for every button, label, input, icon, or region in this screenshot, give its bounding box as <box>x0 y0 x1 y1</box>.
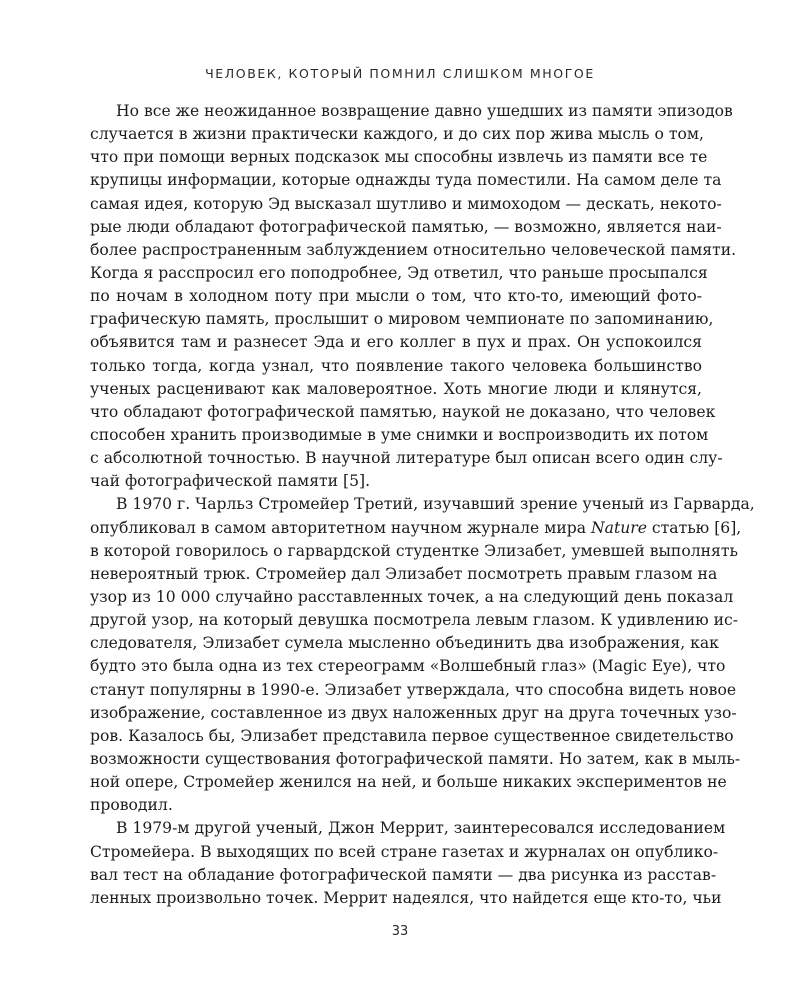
text-line: возможности существования фотографической памяти. Но затем, как в мыль- <box>90 749 741 768</box>
text-line: узор из 10 000 случайно расставленных точек, а на следующий день показал <box>90 587 734 606</box>
text-line: объявится там и разнесет Эда и его коллег в пух и прах. Он успокоился <box>90 333 702 352</box>
text-fragment: статью [6], <box>651 518 742 537</box>
text-line: графическую память, прослышит о мировом чемпионате по запоминанию, <box>90 310 714 329</box>
text-line: что при помощи верных подсказок мы способны извлечь из памяти все те <box>90 148 708 167</box>
text-line: способен хранить производимые в уме снимки и воспроизводить их потом <box>90 425 709 444</box>
text-line: более распространенным заблуждением относительно человеческой памяти. <box>90 240 737 259</box>
body-text <box>90 100 755 910</box>
text-line: ров. Казалось бы, Элизабет представила первое существенное свидетельство <box>90 726 734 745</box>
text-line: другой узор, на который девушка посмотрела левым глазом. К удивлению ис- <box>90 611 739 630</box>
text-line: по ночам в холодном поту при мысли о том, что кто-то, имеющий фото- <box>90 287 702 306</box>
text-line: В 1970 г. Чарльз Стромейер Третий, изучавший зрение ученый из Гарварда, <box>116 495 755 514</box>
journal-name: Nature <box>591 518 647 537</box>
text-line: рые люди обладают фотографической памятью, — возможно, является наи- <box>90 217 722 236</box>
text-line: будто это была одна из тех стереограмм «Волшебный глаз» (Magic Eye), что <box>90 657 726 676</box>
text-line: проводил. <box>90 796 173 815</box>
text-line: Стромейера. В выходящих по всей стране газетах и журналах он опублико- <box>90 842 719 861</box>
text-line: Но все же неожиданное возвращение давно ушедших из памяти эпизодов <box>116 102 733 120</box>
running-header: ЧЕЛОВЕК, КОТОРЫЙ ПОМНИЛ СЛИШКОМ МНОГОЕ <box>205 66 595 81</box>
page-number: 33 <box>391 924 409 939</box>
text-line: изображение, составленное из двух наложенных друг на друга точечных узо- <box>90 703 737 722</box>
text-line <box>90 517 742 540</box>
text-line: ленных произвольно точек. Меррит надеялся, что найдется еще кто-то, чьи <box>90 888 722 907</box>
text-line: следователя, Элизабет сумела мысленно объединить два изображения, как <box>90 634 719 653</box>
text-line: в которой говорилось о гарвардской студентке Элизабет, умевшей выполнять <box>90 541 738 560</box>
text-line: с абсолютной точностью. В научной литературе был описан всего один слу- <box>90 449 723 468</box>
text-line: самая идея, которую Эд высказал шутливо и мимоходом — дескать, некото- <box>90 194 722 213</box>
text-line: что обладают фотографической памятью, наукой не доказано, что человек <box>90 402 716 421</box>
text-line: Когда я расспросил его поподробнее, Эд ответил, что раньше просыпался <box>90 263 708 282</box>
text-line: ученых расценивают как маловероятное. Хоть многие люди и клянутся, <box>90 379 702 398</box>
text-line: станут популярны в 1990-е. Элизабет утверждала, что способна видеть новое <box>90 680 737 699</box>
text-line: только тогда, когда узнал, что появление такого человека большинство <box>90 356 702 375</box>
text-line: В 1979-м другой ученый, Джон Меррит, заинтересовался исследованием <box>116 819 726 838</box>
text-fragment: опубликовал в самом авторитетном научном журнале мира <box>90 518 587 537</box>
text-line: ной опере, Стромейер женился на ней, и больше никаких экспериментов не <box>90 773 727 792</box>
text-line: чай фотографической памяти [5]. <box>90 472 371 491</box>
text-line: крупицы информации, которые однажды туда поместили. На самом деле та <box>90 171 722 190</box>
text-line: невероятный трюк. Стромейер дал Элизабет посмотреть правым глазом на <box>90 564 718 583</box>
text-line: случается в жизни практически каждого, и до сих пор жива мысль о том, <box>90 125 704 144</box>
text-line: вал тест на обладание фотографической памяти — два рисунка из расстав- <box>90 865 717 884</box>
